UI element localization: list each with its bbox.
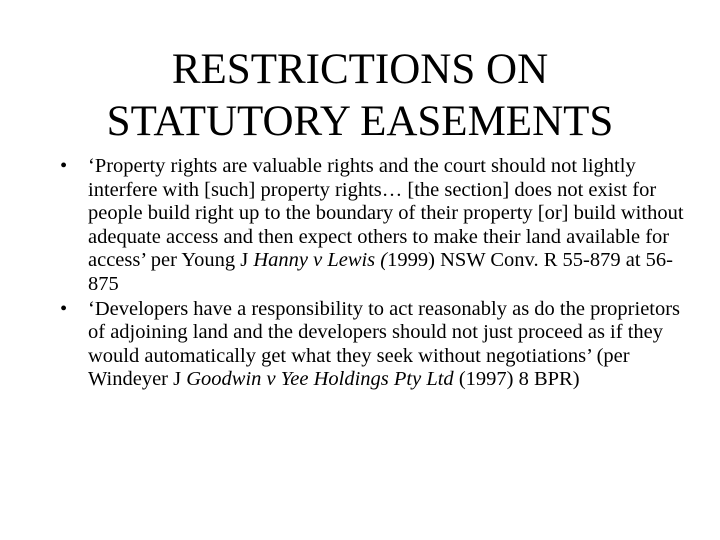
bullet-text: [88, 298, 700, 392]
quote-text: ‘Developers have a responsibility to act reasonably as do the proprietors of adjoining land and the developers should not just proceed as if they would automatically get what they seek without negotiations’ (per Windeyer J: [88, 297, 681, 391]
bullet-marker: •: [60, 297, 68, 320]
bullet-text: [88, 155, 700, 297]
bullet-list: [60, 155, 700, 393]
case-name: Goodwin v Yee Holdings Pty Ltd: [186, 368, 454, 391]
citation-text: 1999) NSW Conv. R 55-879 at 56-875: [88, 249, 673, 295]
citation-text: (1997) 8 BPR): [453, 368, 580, 391]
bullet-marker: •: [60, 155, 68, 177]
bullet-item-windeyer-j: [60, 298, 700, 392]
case-name: Hanny v Lewis (: [253, 249, 388, 272]
slide-title-line-2: STATUTORY EASEMENTS: [106, 98, 614, 145]
slide-title-line-1: RESTRICTIONS ON: [171, 46, 549, 93]
bullet-item-young-j: [60, 155, 700, 297]
quote-text: ‘Property rights are valuable rights and the court should not lightly interfere with [such] property rights… [the section] does not exist for people build right up to the boundary of their property [or] build without adequate access and then expect others to make their land available for access’ per Young J: [88, 155, 684, 272]
slide-title: [40, 44, 680, 148]
